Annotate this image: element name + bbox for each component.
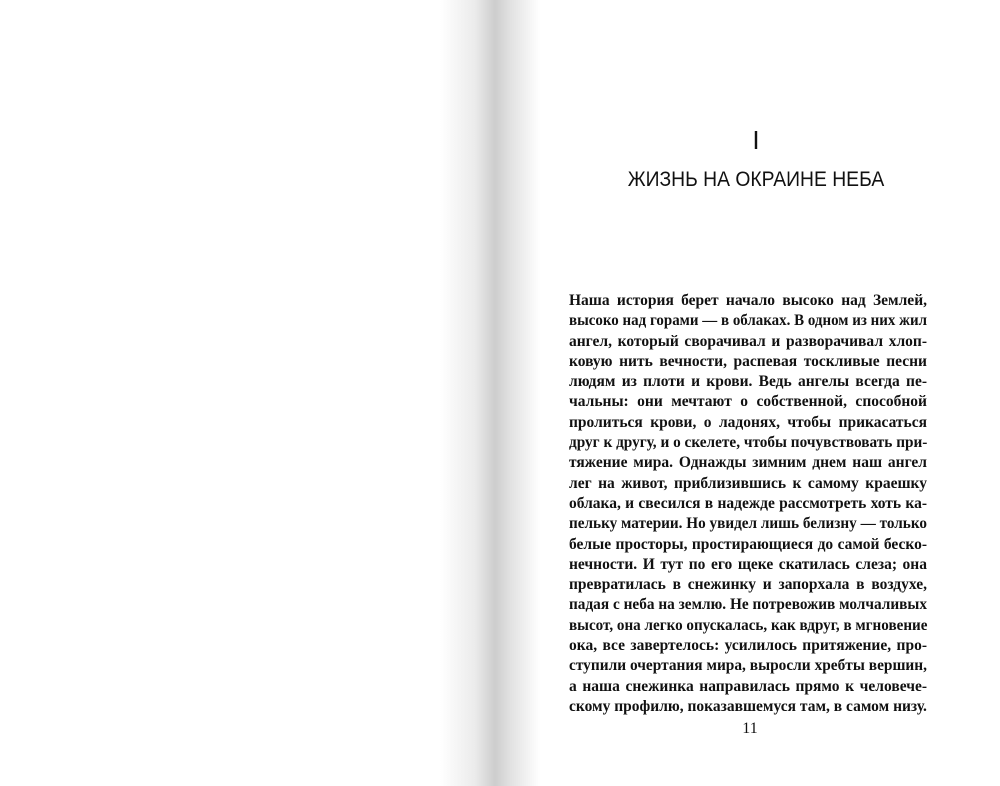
right-page <box>540 0 1000 786</box>
book-gutter-shadow <box>440 0 540 786</box>
chapter-title: ЖИЗНЬ НА ОКРАИНЕ НЕБА <box>627 168 885 191</box>
text-line: ангел, который сворачивал и разворачивал хлоп- <box>569 332 927 350</box>
text-line: Наша история берет начало высоко над Землей, <box>569 292 927 309</box>
text-line: ступили очертания мира, выросли хребты вершин, <box>569 657 927 675</box>
text-line: нечности. И тут по его щеке скатилась слеза; она <box>569 555 927 573</box>
text-line: ока, все завертелось: усилилось притяжение, про- <box>569 637 927 655</box>
text-line: лег на живот, приблизившись к самому краешку <box>569 474 927 492</box>
text-line: а наша снежинка направилась прямо к человече- <box>569 677 927 695</box>
text-line: чальны: они мечтают о собственной, способной <box>569 393 927 411</box>
left-page-blank <box>0 0 478 786</box>
text-line: людям из плоти и крови. Ведь ангелы всегда пе- <box>569 373 927 391</box>
text-line: падая с неба на землю. Не потревожив молчаливых <box>569 596 927 614</box>
text-line: высот, она легко опускалась, как вдруг, в мгновение <box>569 616 928 634</box>
text-line: ковую нить вечности, распевая тоскливые песни <box>569 352 927 370</box>
text-line: пролиться крови, о ладонях, чтобы прикасаться <box>569 413 927 431</box>
body-paragraph <box>569 291 927 717</box>
chapter-number: I <box>752 125 760 155</box>
text-line: друг к другу, и о скелете, чтобы почувствовать при- <box>569 434 928 452</box>
text-line: тяжение мира. Однажды зимним днем наш ангел <box>569 454 927 472</box>
text-line: белые просторы, простирающиеся до самой беско- <box>569 535 927 553</box>
page-number: 11 <box>742 720 758 737</box>
text-line: превратилась в снежинку и запорхала в воздухе, <box>569 576 927 594</box>
text-line: пельку материи. Но увидел лишь белизну — только <box>569 515 927 533</box>
text-line: высоко над горами — в облаках. В одном из них жил <box>569 312 927 330</box>
text-line: скому профилю, показавшемуся там, в самом низу. <box>569 697 927 715</box>
text-line: облака, и свесился в надежде рассмотреть хоть ка- <box>569 494 927 512</box>
